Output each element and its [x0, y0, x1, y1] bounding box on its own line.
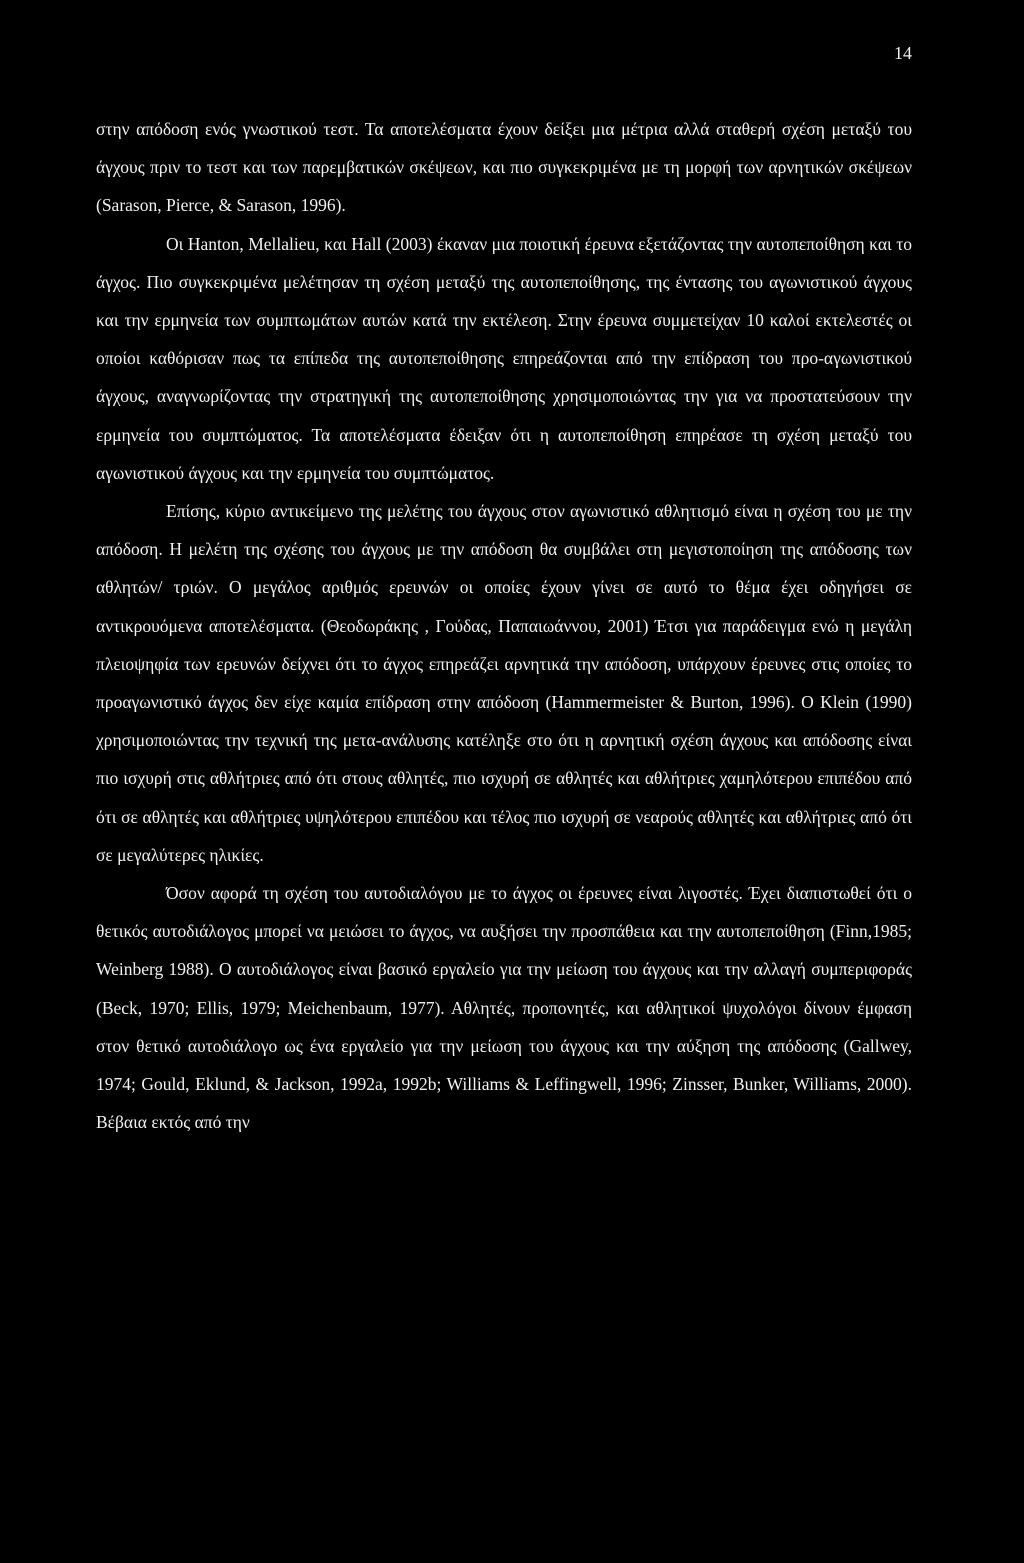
- page-number: 14: [894, 43, 912, 63]
- paragraph-4: Όσον αφορά τη σχέση του αυτοδιαλόγου με το άγχος οι έρευνες είναι λιγοστές. Έχει διαπιστωθεί ότι ο θετικός αυτοδιάλογος μπορεί να μειώσει το άγχος, να αυξήσει την προσπάθεια και την αυτοπεποίθηση (Finn,1985; Weinberg 1988). Ο αυτοδιάλογος είναι βασικό εργαλείο για την μείωση του άγχους και την αλλαγή συμπεριφοράς (Beck, 1970; Ellis, 1979; Meichenbaum, 1977). Αθλητές, προπονητές, και αθλητικοί ψυχολόγοι δίνουν έμφαση στον θετικό αυτοδιάλογο ως ένα εργαλείο για την μείωση του άγχους και την αύξηση της απόδοσης (Gallwey, 1974; Gould, Eklund, & Jackson, 1992a, 1992b; Williams & Leffingwell, 1996; Zinsser, Bunker, Williams, 2000). Βέβαια εκτός από την: [96, 883, 912, 1133]
- paragraph-2: Οι Hanton, Mellalieu, και Hall (2003) έκαναν μια ποιοτική έρευνα εξετάζοντας την αυτοπεποίθηση και το άγχος. Πιο συγκεκριμένα μελέτησαν τη σχέση μεταξύ της αυτοπεποίθησης, της έντασης του αγωνιστικού άγχους και την ερμηνεία των συμπτωμάτων αυτών κατά την εκτέλεση. Στην έρευνα συμμετείχαν 10 καλοί εκτελεστές οι οποίοι καθόρισαν πως τα επίπεδα της αυτοπεποίθησης επηρεάζονται από την επίδραση του προ-αγωνιστικού άγχους, αναγνωρίζοντας την στρατηγική της αυτοπεποίθησης χρησιμοποιώντας την για να προστατεύσουν την ερμηνεία του συμπτώματος. Τα αποτελέσματα έδειξαν ότι η αυτοπεποίθηση επηρέασε τη σχέση μεταξύ του αγωνιστικού άγχους και την ερμηνεία του συμπτώματος.: [96, 233, 912, 483]
- paragraph-3: Επίσης, κύριο αντικείμενο της μελέτης του άγχους στον αγωνιστικό αθλητισμό είναι η σχέση του με την απόδοση. Η μελέτη της σχέσης του άγχους με την απόδοση θα συμβάλει στη μεγιστοποίηση της απόδοσης των αθλητών/ τριών. Ο μεγάλος αριθμός ερευνών οι οποίες έχουν γίνει σε αυτό το θέμα έχει οδηγήσει σε αντικρουόμενα αποτελέσματα. (Θεοδωράκης , Γούδας, Παπαιωάννου, 2001) Έτσι για παράδειγμα ενώ η μεγάλη πλειοψηφία των ερευνών δείχνει ότι το άγχος επηρεάζει αρνητικά την απόδοση, υπάρχουν έρευνες στις οποίες το προαγωνιστικό άγχος δεν είχε καμία επίδραση στην απόδοση (Hammermeister & Burton, 1996). Ο Klein (1990) χρησιμοποιώντας την τεχνική της μετα-ανάλυσης κατέληξε στο ότι η αρνητική σχέση άγχους και απόδοσης είναι πιο ισχυρή στις αθλήτριες από ότι στους αθλητές, πιο ισχυρή σε αθλητές και αθλήτριες χαμηλότερου επιπέδου από ότι σε αθλητές και αθλήτριες υψηλότερου επιπέδου και τέλος πιο ισχυρή σε νεαρούς αθλητές και αθλήτριες από ότι σε μεγαλύτερες ηλικίες.: [96, 501, 912, 865]
- paragraph-1: στην απόδοση ενός γνωστικού τεστ. Τα αποτελέσματα έχουν δείξει μια μέτρια αλλά σταθερή σχέση μεταξύ του άγχους πριν το τεστ και των παρεμβατικών σκέψεων, και πιο συγκεκριμένα με τη μορφή των αρνητικών σκέψεων (Sarason, Pierce, & Sarason, 1996).: [96, 119, 912, 216]
- body-text: [96, 110, 912, 1141]
